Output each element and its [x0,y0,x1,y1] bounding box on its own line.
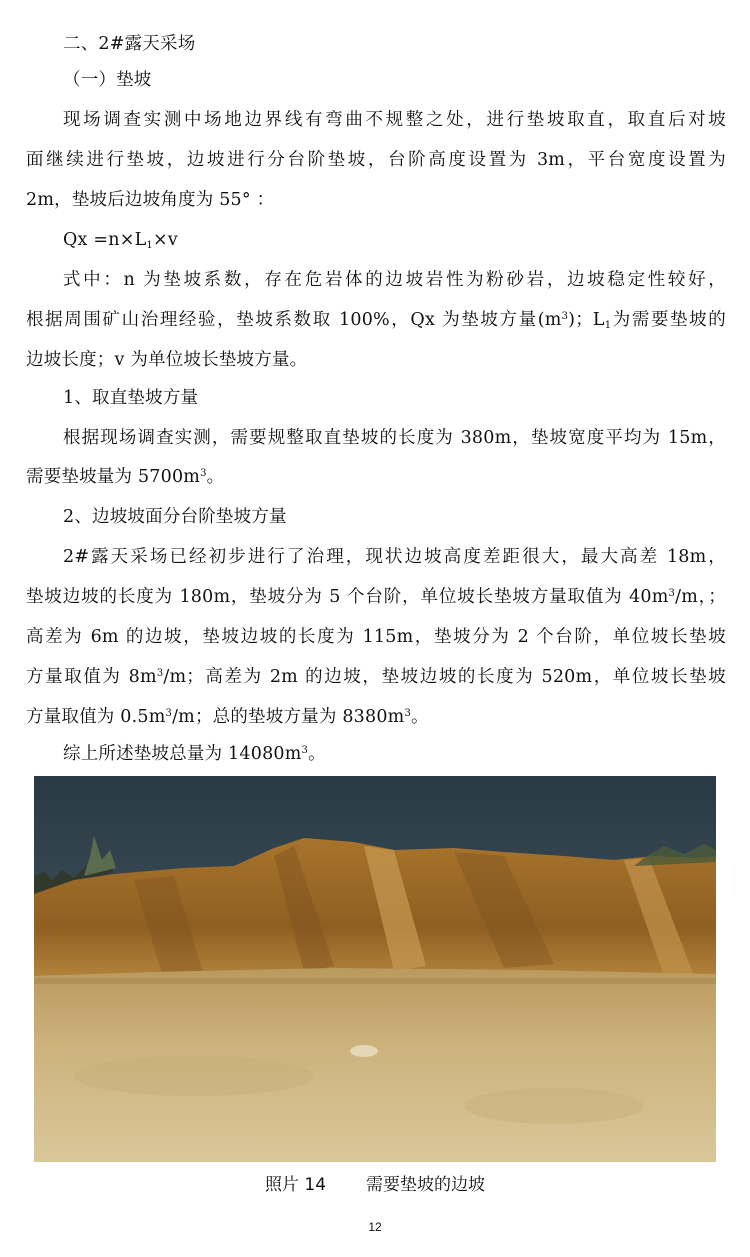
item1-line2: 需要垫坡量为 $5700m^3$。 [26,467,225,487]
item2-line4: 方量取值为 $8m^3/m$；高差为 2m 的边坡，垫坡边坡的长度为 520m，单位坡长垫坡 [26,667,727,687]
summary-line: 综上所述垫坡总量为 $14080m^3$。 [63,744,326,764]
para2-line1: 式中：n 为垫坡系数，存在危岩体的边坡岩性为粉砂岩，边坡稳定性较好， [63,270,726,290]
section-heading: 二、2#露天采场 [63,34,196,54]
item2-line2: 垫坡边坡的长度为 180m，垫坡分为 5 个台阶，单位坡长垫坡方量取值为 $40m^3/m$，； [26,587,726,607]
item2-line1: 2#露天采场已经初步进行了治理，现状边坡高度差距很大，最大高差 18m， [63,547,726,567]
page-number: 12 [368,1220,382,1234]
slope-photo [34,776,716,1162]
item2-title: 2、边坡坡面分台阶垫坡方量 [63,507,287,527]
formula: $Qx =n\times L_1\times v$ [63,230,178,251]
para1-line3: 2m，垫坡后边坡角度为 55° ： [26,190,275,210]
caption-label: 照片 14 [264,1175,327,1195]
para1-line2: 面继续进行垫坡，边坡进行分台阶垫坡，台阶高度设置为 3m，平台宽度设置为 [26,150,726,170]
para1-line1: 现场调查实测中场地边界线有弯曲不规整之处，进行垫坡取直，取直后对坡 [63,110,726,130]
subsection-heading: （一）垫坡 [63,70,152,90]
item2-line5: 方量取值为 $0.5m^3/m$；总的垫坡方量为 $8380m^3$。 [26,707,429,727]
item1-title: 1、取直垫坡方量 [63,388,199,408]
caption-text: 需要垫坡的边坡 [366,1175,486,1195]
para2-line3: 边坡长度；v 为单位坡长垫坡方量。 [26,350,308,370]
photo-caption [0,1170,750,1195]
item2-line3: 高差为 6m 的边坡，垫坡边坡的长度为 115m，垫坡分为 2 个台阶，单位坡长垫坡 [26,627,726,647]
para2-line2: 根据周围矿山治理经验，垫坡系数取 100%，Qx 为垫坡方量$(m^3)$；$L_1$为需要垫坡的 [26,310,726,331]
item1-line1: 根据现场调查实测，需要规整取直垫坡的长度为 380m，垫坡宽度平均为 15m， [63,428,726,448]
